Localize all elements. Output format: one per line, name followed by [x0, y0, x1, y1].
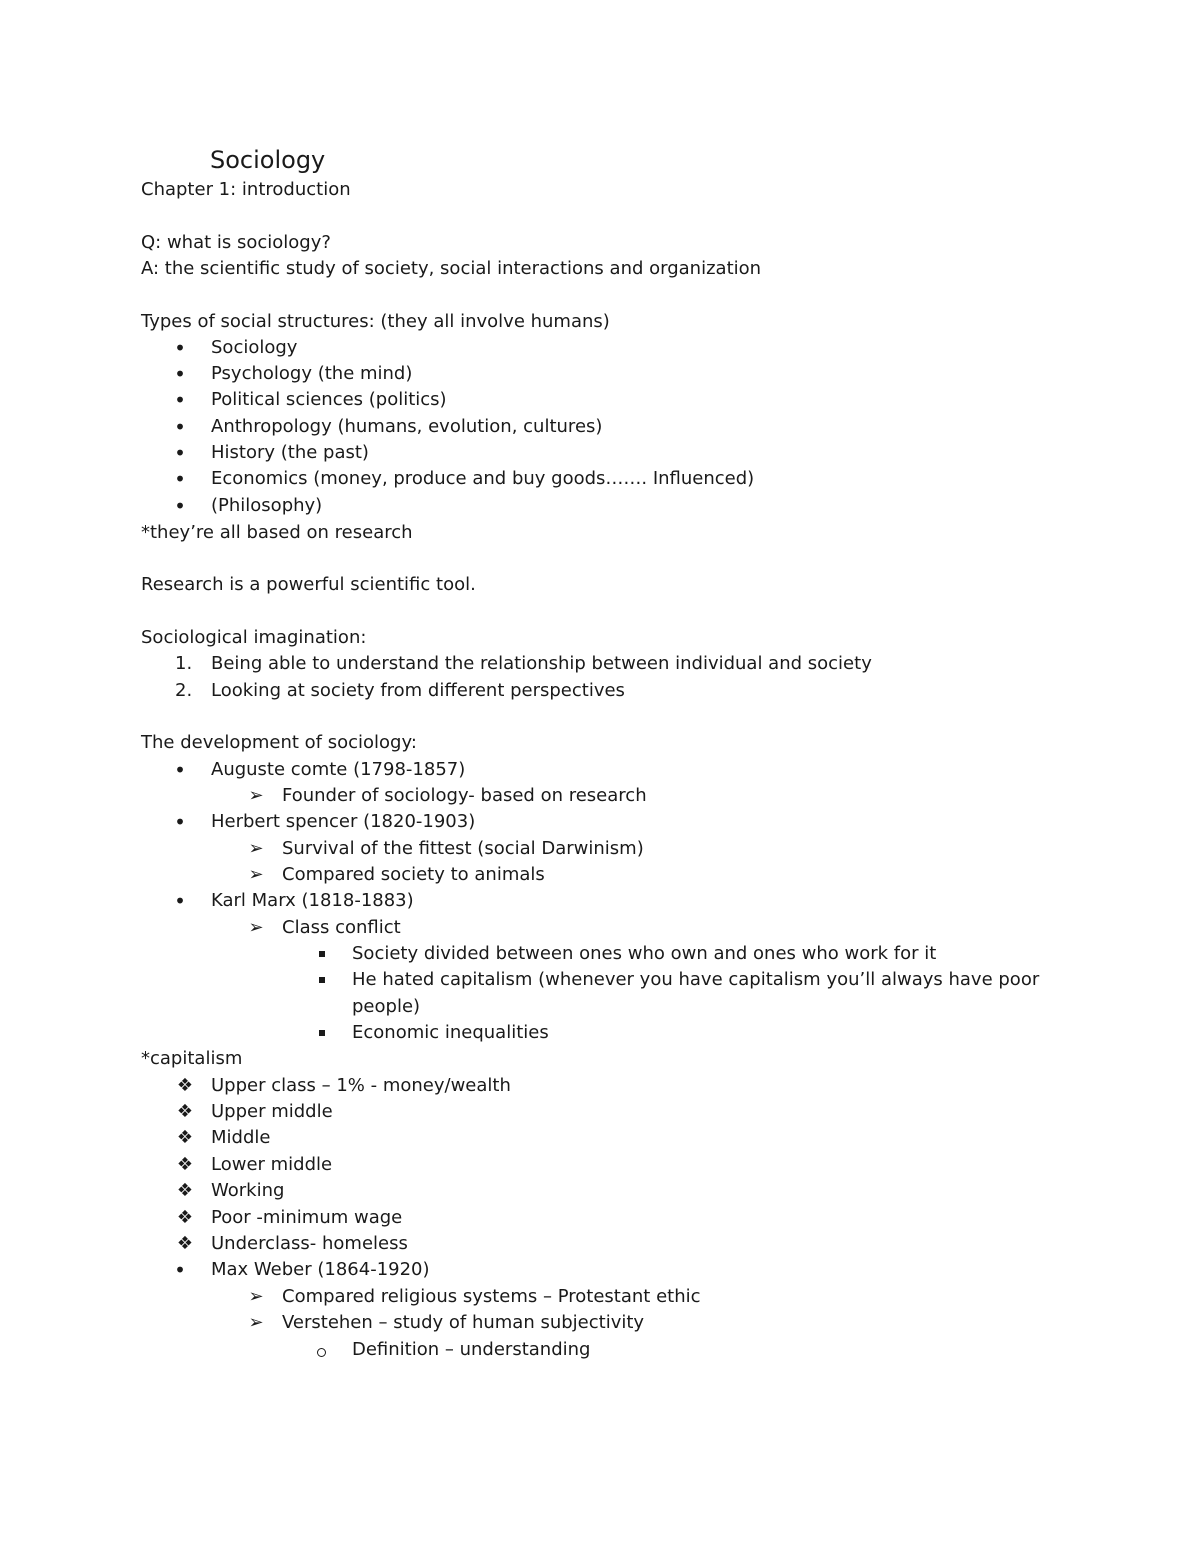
list-item: Poor -minimum wage	[211, 1207, 403, 1228]
arrowhead-icon: ➢	[248, 1312, 264, 1333]
list-item: Working	[211, 1180, 285, 1201]
bullet-icon: •	[174, 362, 186, 386]
arrowhead-icon: ➢	[248, 864, 264, 885]
list-item: Karl Marx (1818-1883)	[211, 890, 414, 911]
development-heading: The development of sociology:	[141, 732, 417, 753]
bullet-icon: •	[174, 1258, 186, 1282]
arrowhead-icon: ➢	[248, 838, 264, 859]
document-title: Sociology	[210, 146, 326, 174]
list-item: Middle	[211, 1127, 271, 1148]
diamond-bullet-icon: ❖	[176, 1180, 194, 1201]
research-line: Research is a powerful scientific tool.	[141, 574, 476, 595]
types-heading: Types of social structures: (they all involve humans)	[141, 311, 610, 332]
bullet-icon: •	[174, 494, 186, 518]
list-item: Definition – understanding	[352, 1339, 591, 1360]
diamond-bullet-icon: ❖	[176, 1207, 194, 1228]
list-item: He hated capitalism (whenever you have capitalism you’ll always have poor	[352, 969, 1040, 990]
list-item: Max Weber (1864-1920)	[211, 1259, 430, 1280]
bullet-icon: •	[174, 441, 186, 465]
bullet-icon: •	[174, 415, 186, 439]
chapter-heading: Chapter 1: introduction	[141, 179, 351, 200]
arrowhead-icon: ➢	[248, 785, 264, 806]
question-line: Q: what is sociology?	[141, 232, 331, 253]
list-item: Looking at society from different perspectives	[211, 680, 625, 701]
list-item: Survival of the fittest (social Darwinism)	[282, 838, 644, 859]
square-bullet-icon	[319, 977, 325, 983]
list-item: Society divided between ones who own and ones who work for it	[352, 943, 937, 964]
circle-bullet-icon	[317, 1348, 326, 1357]
diamond-bullet-icon: ❖	[176, 1075, 194, 1096]
list-item: Upper middle	[211, 1101, 333, 1122]
list-item: Being able to understand the relationship between individual and society	[211, 653, 872, 674]
bullet-icon: •	[174, 889, 186, 913]
list-item: (Philosophy)	[211, 495, 323, 516]
diamond-bullet-icon: ❖	[176, 1233, 194, 1254]
list-item: Economics (money, produce and buy goods……. Influenced)	[211, 468, 755, 489]
list-item: Compared society to animals	[282, 864, 545, 885]
types-note: *they’re all based on research	[141, 522, 413, 543]
arrowhead-icon: ➢	[248, 917, 264, 938]
list-item: Economic inequalities	[352, 1022, 549, 1043]
list-item: Sociology	[211, 337, 298, 358]
list-number: 2.	[175, 680, 193, 701]
answer-line: A: the scientific study of society, social interactions and organization	[141, 258, 762, 279]
square-bullet-icon	[319, 1030, 325, 1036]
list-item: Class conflict	[282, 917, 401, 938]
bullet-icon: •	[174, 388, 186, 412]
list-item: History (the past)	[211, 442, 369, 463]
list-item: Lower middle	[211, 1154, 333, 1175]
list-item: Political sciences (politics)	[211, 389, 447, 410]
bullet-icon: •	[174, 810, 186, 834]
diamond-bullet-icon: ❖	[176, 1101, 194, 1122]
diamond-bullet-icon: ❖	[176, 1154, 194, 1175]
bullet-icon: •	[174, 467, 186, 491]
capitalism-heading: *capitalism	[141, 1048, 243, 1069]
list-item: Herbert spencer (1820-1903)	[211, 811, 476, 832]
list-item: Anthropology (humans, evolution, cultures)	[211, 416, 603, 437]
list-item: Auguste comte (1798-1857)	[211, 759, 466, 780]
list-item: Psychology (the mind)	[211, 363, 413, 384]
list-item: Verstehen – study of human subjectivity	[282, 1312, 645, 1333]
list-item: Founder of sociology- based on research	[282, 785, 647, 806]
list-item: Upper class – 1% - money/wealth	[211, 1075, 511, 1096]
bullet-icon: •	[174, 758, 186, 782]
imagination-heading: Sociological imagination:	[141, 627, 367, 648]
list-item: Compared religious systems – Protestant ethic	[282, 1286, 701, 1307]
bullet-icon: •	[174, 336, 186, 360]
list-item: Underclass- homeless	[211, 1233, 408, 1254]
list-number: 1.	[175, 653, 193, 674]
diamond-bullet-icon: ❖	[176, 1127, 194, 1148]
list-item-continuation: people)	[352, 996, 421, 1017]
square-bullet-icon	[319, 951, 325, 957]
arrowhead-icon: ➢	[248, 1286, 264, 1307]
